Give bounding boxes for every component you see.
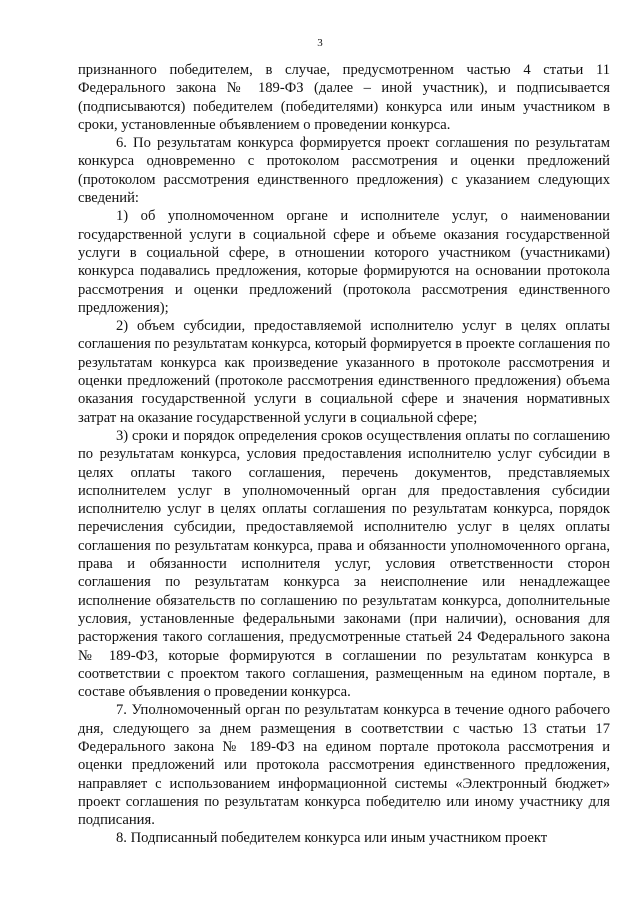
paragraph-item-7: 7. Уполномоченный орган по результатам конкурса в течение одного рабочего дня, следующего за днем размещения в соответствии с частью 13 статьи 17 Федерального закона № 189-ФЗ на едином портале протокола рассмотрения и оценки предложений или протокола рассмотрения единственного предложения, направляет с использованием информационной системы «Электронный бюджет» проект соглашения по результатам конкурса победителю или иному участнику для подписания.	[78, 702, 610, 829]
paragraph-item-6: 6. По результатам конкурса формируется проект соглашения по результатам конкурса одновременно с протоколом рассмотрения и оценки предложений (протоколом рассмотрения единственного предложения) с указанием следующих сведений:	[78, 135, 610, 207]
paragraph-subitem-1: 1) об уполномоченном органе и исполнителе услуг, о наименовании государственной услуги в социальной сфере и объеме оказания государственной услуги в социальной сфере, в отношении которого участником (участниками) конкурса подавались предложения, которые формируются на основании протокола рассмотрения и оценки предложений (протокола рассмотрения единственного предложения);	[78, 208, 610, 316]
page-number: 3	[317, 37, 323, 49]
paragraph-item-8: 8. Подписанный победителем конкурса или иным участником проект	[116, 830, 548, 847]
paragraph-subitem-3: 3) сроки и порядок определения сроков осуществления оплаты по соглашению по результатам конкурса, условия предоставления исполнителю услуг субсидии в целях оплаты такого соглашения, перечень документов, представляемых исполнителем услуг в уполномоченный орган для предоставления субсидии исполнителю услуг в целях оплаты соглашения по результатам конкурса, порядок перечисления субсидии, предоставляемой исполнителю услуг в целях оплаты соглашения по результатам конкурса, права и обязанности уполномоченного органа, права и обязанности исполнителя услуг, условия ответственности сторон соглашения по результатам конкурса за неисполнение или ненадлежащее исполнение обязательств по соглашению по результатам конкурса, дополнительные условия, установленные федеральными законами (при наличии), основания для расторжения такого соглашения, предусмотренные статьей 24 Федерального закона № 189-ФЗ, которые формируются в соглашении по результатам конкурса в соответствии с проектом такого соглашения, размещенным на едином портале, в составе объявления о проведении конкурса.	[78, 427, 610, 701]
paragraph-subitem-2: 2) объем субсидии, предоставляемой исполнителю услуг в целях оплаты соглашения по результатам конкурса, который формируется в проекте соглашения по результатам конкурса как произведение указанного в протоколе рассмотрения и оценки предложений (протоколе рассмотрения единственного предложения) объема оказания государственной услуги в социальной сфере и значения нормативных затрат на оказание государственной услуги в социальной сфере;	[78, 318, 610, 426]
document-body	[78, 61, 610, 848]
paragraph-continuation: признанного победителем, в случае, предусмотренном частью 4 статьи 11 Федерального закона № 189-ФЗ (далее – иной участник), и подписывается (подписываются) победителем (победителями) конкурса или иным участником в сроки, установленные объявлением о проведении конкурса.	[78, 62, 610, 133]
